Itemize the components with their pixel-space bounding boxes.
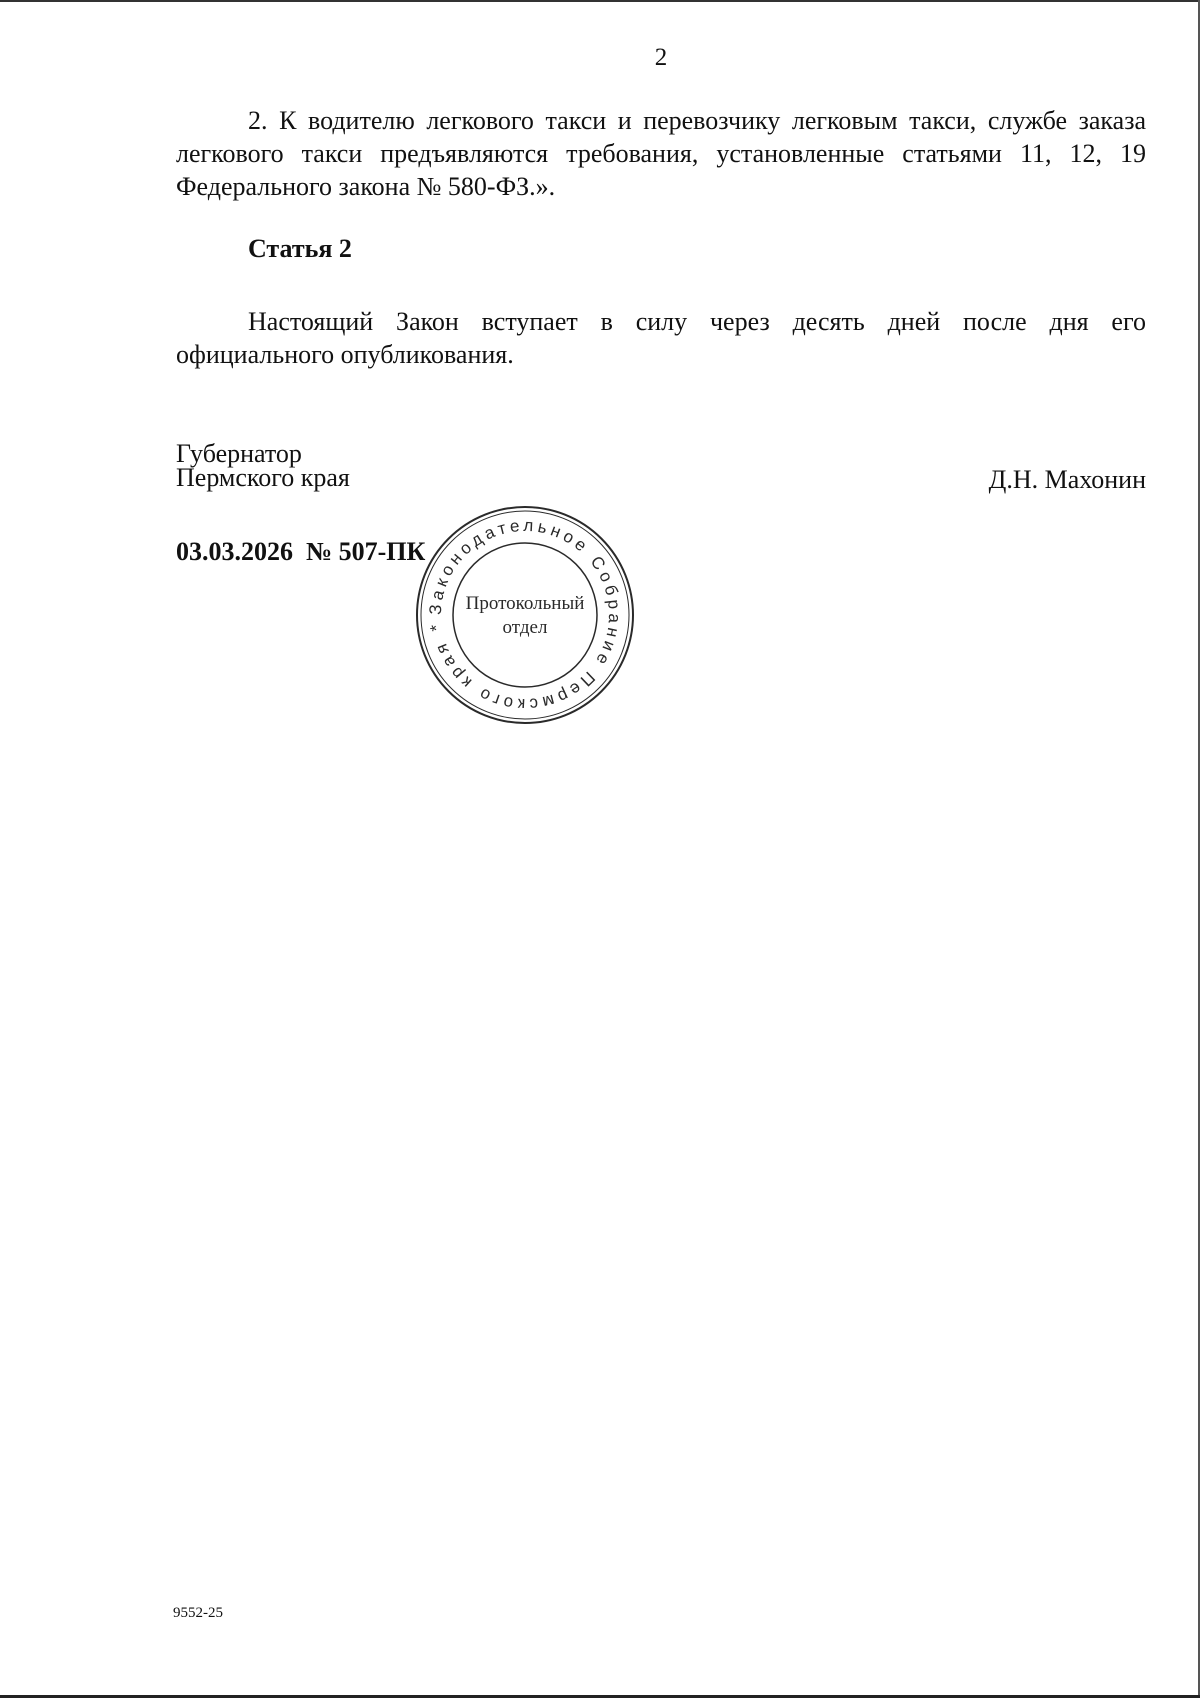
- stamp-ring-text: Законодательное Собрание Пермского края *: [425, 515, 625, 715]
- paragraph-item-2: [176, 104, 1146, 203]
- paragraph-text: 2. К водителю легкового такси и перевозчику легковым такси, службе заказа легкового такси предъявляются требования, установленные статьями 11, 12, 19 Федерального закона № 580-ФЗ.».: [176, 106, 1146, 201]
- signatory-title-line-1: Губернатор: [176, 439, 302, 468]
- stamp-outer-ring-inner: [421, 511, 629, 719]
- stamp-outer-ring: [417, 507, 633, 723]
- signatory-name: Д.Н. Махонин: [988, 465, 1146, 494]
- article-heading: Статья 2: [248, 234, 352, 263]
- page-border-top: [0, 0, 1200, 2]
- page-number: 2: [654, 44, 668, 71]
- stamp-inner-ring: [453, 543, 597, 687]
- law-number: 03.03.2026 № 507-ПК: [176, 537, 426, 566]
- paragraph-effective-date: [176, 305, 1146, 371]
- official-stamp: [412, 502, 638, 728]
- paragraph-text: Настоящий Закон вступает в силу через десять дней после дня его официального опубликования.: [176, 307, 1146, 369]
- stamp-center-line-2: отдел: [502, 617, 548, 638]
- signatory-title: [176, 439, 350, 492]
- signatory-title-line-2: Пермского края: [176, 463, 350, 492]
- stamp-center-line-1: Протокольный: [465, 593, 585, 614]
- document-code: 9552-25: [173, 1605, 223, 1621]
